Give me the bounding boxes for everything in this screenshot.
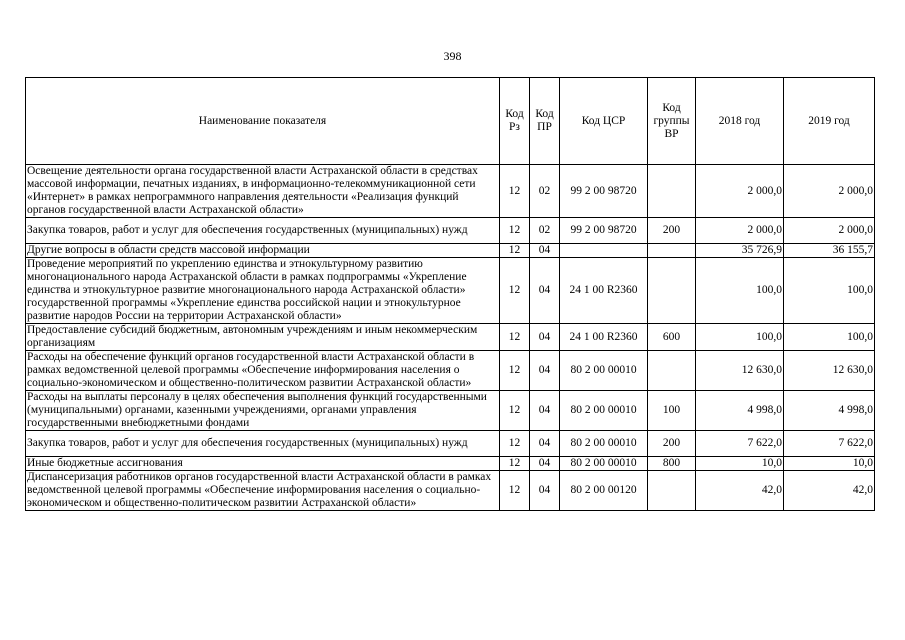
row-vr: 200 (648, 431, 696, 457)
row-2018: 12 630,0 (696, 351, 784, 391)
table-row (26, 351, 875, 391)
table-row (26, 431, 875, 457)
row-csr: 24 1 00 R2360 (560, 258, 648, 324)
header-pr: Код ПР (530, 78, 560, 165)
row-2019: 2 000,0 (784, 218, 875, 244)
row-2019: 2 000,0 (784, 165, 875, 218)
row-rz: 12 (500, 471, 530, 511)
row-csr: 99 2 00 98720 (560, 165, 648, 218)
header-vr: Код группы ВР (648, 78, 696, 165)
row-2018: 42,0 (696, 471, 784, 511)
header-csr: Код ЦСР (560, 78, 648, 165)
header-2019: 2019 год (784, 78, 875, 165)
row-2019: 100,0 (784, 258, 875, 324)
row-vr (648, 258, 696, 324)
row-name: Иные бюджетные ассигнования (26, 457, 500, 471)
row-rz: 12 (500, 244, 530, 258)
row-rz: 12 (500, 165, 530, 218)
row-name: Предоставление субсидий бюджетным, автономным учреждениям и иным некоммерческим организациям (26, 324, 500, 351)
row-2019: 42,0 (784, 471, 875, 511)
row-csr: 24 1 00 R2360 (560, 324, 648, 351)
header-row (26, 78, 875, 165)
row-2018: 100,0 (696, 324, 784, 351)
row-pr: 04 (530, 351, 560, 391)
row-2018: 100,0 (696, 258, 784, 324)
row-pr: 04 (530, 431, 560, 457)
row-2018: 7 622,0 (696, 431, 784, 457)
row-pr: 04 (530, 244, 560, 258)
row-name: Закупка товаров, работ и услуг для обеспечения государственных (муниципальных) нужд (26, 431, 500, 457)
row-rz: 12 (500, 431, 530, 457)
row-name: Расходы на обеспечение функций органов государственной власти Астраханской области в рамках ведомственной целевой программы «Обеспечение информирования населения о социально-экономическом и общественно-политическом развитии Астраханской области» (26, 351, 500, 391)
row-csr: 80 2 00 00010 (560, 391, 648, 431)
header-name: Наименование показателя (26, 78, 500, 165)
row-csr: 99 2 00 98720 (560, 218, 648, 244)
header-rz: Код Рз (500, 78, 530, 165)
row-rz: 12 (500, 351, 530, 391)
row-2018: 10,0 (696, 457, 784, 471)
row-rz: 12 (500, 391, 530, 431)
row-csr: 80 2 00 00120 (560, 471, 648, 511)
table-row (26, 324, 875, 351)
row-csr: 80 2 00 00010 (560, 431, 648, 457)
row-pr: 04 (530, 457, 560, 471)
row-name: Закупка товаров, работ и услуг для обеспечения государственных (муниципальных) нужд (26, 218, 500, 244)
row-pr: 02 (530, 165, 560, 218)
row-csr (560, 244, 648, 258)
row-2019: 36 155,7 (784, 244, 875, 258)
row-name: Проведение мероприятий по укреплению единства и этнокультурному развитию многонационального народа Астраханской области в рамках подпрограммы «Укрепление единства и этнокультурное развитие многонационального народа Астраханской области» государственной программы «Укрепление единства российской нации и этнокультурное развитие народов России на территории Астраханской области» (26, 258, 500, 324)
row-pr: 04 (530, 391, 560, 431)
row-vr (648, 471, 696, 511)
row-pr: 04 (530, 324, 560, 351)
row-2018: 35 726,9 (696, 244, 784, 258)
table-row (26, 165, 875, 218)
row-vr (648, 165, 696, 218)
table-row (26, 471, 875, 511)
row-name: Освещение деятельности органа государственной власти Астраханской области в средствах массовой информации, печатных изданиях, в информационно-телекоммуникационной сети «Интернет» в рамках непрограммного направления деятельности «Реализация функций органов государственной власти Астраханской области» (26, 165, 500, 218)
row-2019: 10,0 (784, 457, 875, 471)
table-row (26, 244, 875, 258)
budget-table (25, 77, 875, 511)
table-row (26, 218, 875, 244)
row-2018: 4 998,0 (696, 391, 784, 431)
page-number: 398 (443, 49, 462, 63)
row-name: Другие вопросы в области средств массовой информации (26, 244, 500, 258)
row-pr: 02 (530, 218, 560, 244)
row-name: Расходы на выплаты персоналу в целях обеспечения выполнения функций государственными (муниципальными) органами, казенными учреждениями, органами управления государственными внебюджетными фондами (26, 391, 500, 431)
row-2018: 2 000,0 (696, 218, 784, 244)
row-rz: 12 (500, 258, 530, 324)
row-2019: 100,0 (784, 324, 875, 351)
header-2018: 2018 год (696, 78, 784, 165)
row-rz: 12 (500, 324, 530, 351)
row-2019: 4 998,0 (784, 391, 875, 431)
row-pr: 04 (530, 258, 560, 324)
row-vr: 600 (648, 324, 696, 351)
row-vr: 800 (648, 457, 696, 471)
row-2019: 7 622,0 (784, 431, 875, 457)
row-pr: 04 (530, 471, 560, 511)
row-vr (648, 244, 696, 258)
row-rz: 12 (500, 218, 530, 244)
row-rz: 12 (500, 457, 530, 471)
table-row (26, 457, 875, 471)
row-csr: 80 2 00 00010 (560, 351, 648, 391)
table-row (26, 391, 875, 431)
row-name: Диспансеризация работников органов государственной власти Астраханской области в рамках ведомственной целевой программы «Обеспечение информирования населения о социально-экономическом и общественно-политическом развитии Астраханской области» (26, 471, 500, 511)
row-2018: 2 000,0 (696, 165, 784, 218)
row-csr: 80 2 00 00010 (560, 457, 648, 471)
row-2019: 12 630,0 (784, 351, 875, 391)
row-vr: 200 (648, 218, 696, 244)
row-vr: 100 (648, 391, 696, 431)
table-row (26, 258, 875, 324)
row-vr (648, 351, 696, 391)
